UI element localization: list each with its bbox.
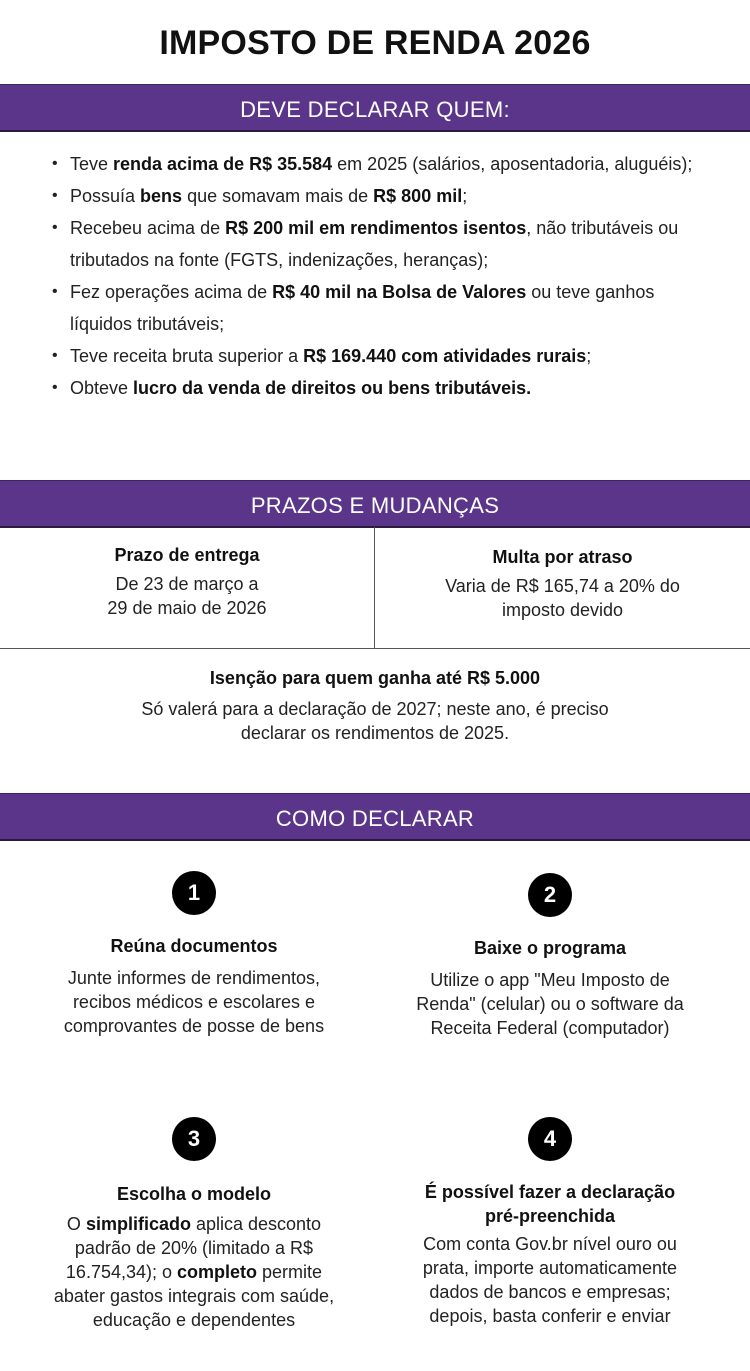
list-item: • Fez operações acima de R$ 40 mil na Bolsa de Valores ou teve ganhos líquidos tributáveis; (52, 276, 702, 340)
list-item: • Teve receita bruta superior a R$ 169.440 com atividades rurais; (52, 340, 702, 372)
step-text-line: Receita Federal (computador) (430, 1018, 670, 1038)
fine-title: Multa por atraso (492, 547, 633, 567)
step-2 (380, 873, 720, 1040)
step-text-line: dados de bancos e empresas; (429, 1282, 671, 1302)
deadlines-grid (0, 527, 750, 649)
step-text-line: abater gastos integrais com saúde, (53, 1286, 335, 1306)
fine-line-1: Varia de R$ 165,74 a 20% do (445, 576, 680, 596)
deadline-title: Prazo de entrega (114, 545, 260, 565)
exemption-line-2: declarar os rendimentos de 2025. (240, 723, 510, 743)
list-item: • Recebeu acima de R$ 200 mil em rendimentos isentos, não tributáveis ou tributados na fonte (FGTS, indenizações, heranças); (52, 212, 702, 276)
step-text-line: Utilize o app "Meu Imposto de (430, 970, 670, 990)
step-text-line: depois, basta conferir e enviar (429, 1306, 671, 1326)
deadline-line-1: De 23 de março a (115, 574, 259, 594)
section-header-how-to-declare: COMO DECLARAR (0, 793, 750, 841)
step-title: Escolha o modelo (116, 1184, 272, 1204)
exemption-block (0, 668, 750, 745)
step-title: É possível fazer a declaração pré-preenchida (424, 1182, 676, 1226)
exemption-title: Isenção para quem ganha até R$ 5.000 (209, 668, 541, 688)
requirements-list (52, 148, 702, 404)
fine-line-2: imposto devido (501, 600, 624, 620)
step-text-line: O simplificado aplica desconto (66, 1214, 322, 1234)
list-item: • Teve renda acima de R$ 35.584 em 2025 (salários, aposentadoria, aluguéis); (52, 148, 702, 180)
section-header-who-must-declare: DEVE DECLARAR QUEM: (0, 84, 750, 132)
step-number-badge: 2 (528, 873, 572, 917)
step-4 (380, 1117, 720, 1328)
step-1 (24, 871, 364, 1038)
step-number-badge: 4 (528, 1117, 572, 1161)
step-text-line: Com conta Gov.br nível ouro ou (423, 1234, 677, 1254)
page-title: IMPOSTO DE RENDA 2026 (159, 24, 591, 62)
step-title: Baixe o programa (473, 938, 627, 958)
deadline-cell (0, 527, 374, 620)
list-item: • Possuía bens que somavam mais de R$ 800 mil; (52, 180, 702, 212)
step-text-line: comprovantes de posse de bens (63, 1016, 325, 1036)
step-text-line: prata, importe automaticamente (422, 1258, 678, 1278)
step-text-line: educação e dependentes (92, 1310, 296, 1330)
step-text-line: Junte informes de rendimentos, (67, 968, 321, 988)
step-text-line: padrão de 20% (limitado a R$ (74, 1238, 314, 1258)
step-3 (24, 1117, 364, 1332)
deadline-line-2: 29 de maio de 2026 (107, 598, 267, 618)
step-number-badge: 3 (172, 1117, 216, 1161)
exemption-line-1: Só valerá para a declaração de 2027; neste ano, é preciso (141, 699, 609, 719)
list-item: • Obteve lucro da venda de direitos ou bens tributáveis. (52, 372, 702, 404)
step-text-line: recibos médicos e escolares e (72, 992, 316, 1012)
step-text-line: Renda" (celular) ou o software da (416, 994, 684, 1014)
section-header-deadlines: PRAZOS E MUDANÇAS (0, 480, 750, 528)
step-text-line: 16.754,34); o completo permite (65, 1262, 323, 1282)
step-number-badge: 1 (172, 871, 216, 915)
fine-cell (375, 527, 750, 622)
step-title: Reúna documentos (110, 936, 278, 956)
